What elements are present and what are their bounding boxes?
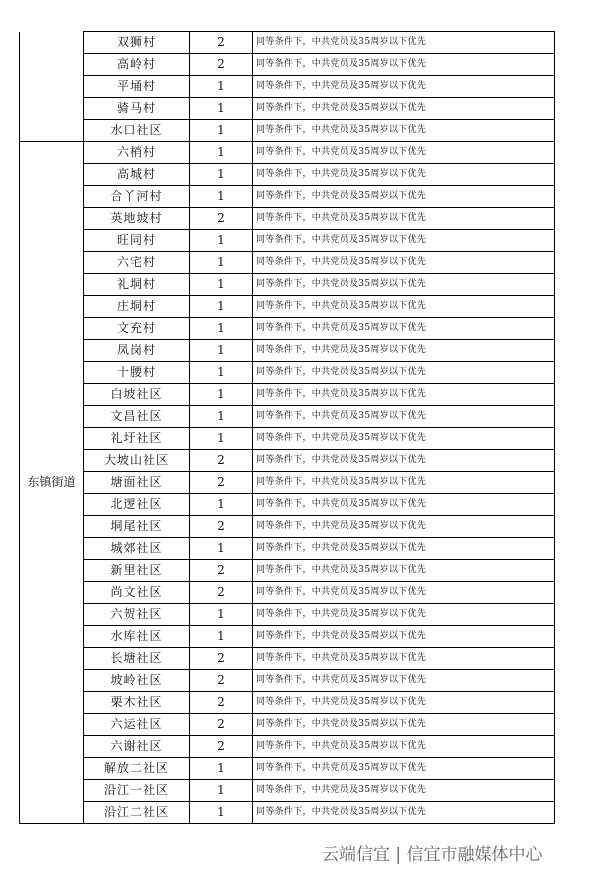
village-cell: 六运社区 (84, 714, 190, 736)
requirement-cell: 同等条件下，中共党员及35周岁以下优先 (253, 32, 555, 54)
village-cell: 水口社区 (84, 120, 190, 142)
region-cell (20, 32, 84, 142)
village-cell: 沿江二社区 (84, 802, 190, 824)
watermark-text: 云端信宜 | 信宜市融媒体中心 (322, 845, 543, 865)
requirement-cell: 同等条件下，中共党员及35周岁以下优先 (253, 340, 555, 362)
village-cell: 垌尾社区 (84, 516, 190, 538)
table-row (20, 98, 555, 120)
table-row (20, 538, 555, 560)
village-cell: 新里社区 (84, 560, 190, 582)
count-cell: 2 (190, 692, 253, 714)
village-cell: 礼垌村 (84, 274, 190, 296)
count-cell: 1 (190, 384, 253, 406)
requirement-cell: 同等条件下，中共党员及35周岁以下优先 (253, 142, 555, 164)
table-row (20, 736, 555, 758)
table-row (20, 582, 555, 604)
count-cell: 1 (190, 274, 253, 296)
count-cell: 1 (190, 296, 253, 318)
table-row (20, 186, 555, 208)
requirement-cell: 同等条件下，中共党员及35周岁以下优先 (253, 736, 555, 758)
table-row (20, 428, 555, 450)
village-cell: 六宅村 (84, 252, 190, 274)
requirement-cell: 同等条件下，中共党员及35周岁以下优先 (253, 252, 555, 274)
requirement-cell: 同等条件下，中共党员及35周岁以下优先 (253, 714, 555, 736)
village-cell: 沿江一社区 (84, 780, 190, 802)
requirement-cell: 同等条件下，中共党员及35周岁以下优先 (253, 450, 555, 472)
count-cell: 1 (190, 76, 253, 98)
requirement-cell: 同等条件下，中共党员及35周岁以下优先 (253, 648, 555, 670)
count-cell: 2 (190, 582, 253, 604)
count-cell: 1 (190, 406, 253, 428)
table-row (20, 32, 555, 54)
count-cell: 1 (190, 604, 253, 626)
table-row (20, 164, 555, 186)
village-cell: 文昌社区 (84, 406, 190, 428)
table-row (20, 472, 555, 494)
table-row (20, 208, 555, 230)
table-row (20, 714, 555, 736)
village-cell: 六谢社区 (84, 736, 190, 758)
count-cell: 2 (190, 450, 253, 472)
requirement-cell: 同等条件下，中共党员及35周岁以下优先 (253, 560, 555, 582)
village-cell: 合丫河村 (84, 186, 190, 208)
village-cell: 解放二社区 (84, 758, 190, 780)
count-cell: 1 (190, 98, 253, 120)
village-cell: 长塘社区 (84, 648, 190, 670)
village-cell: 英地坡村 (84, 208, 190, 230)
village-cell: 礼圩社区 (84, 428, 190, 450)
table-row (20, 318, 555, 340)
count-cell: 1 (190, 230, 253, 252)
count-cell: 1 (190, 120, 253, 142)
village-cell: 城郊社区 (84, 538, 190, 560)
count-cell: 2 (190, 648, 253, 670)
count-cell: 2 (190, 472, 253, 494)
count-cell: 1 (190, 318, 253, 340)
requirement-cell: 同等条件下，中共党员及35周岁以下优先 (253, 472, 555, 494)
count-cell: 1 (190, 538, 253, 560)
count-cell: 1 (190, 758, 253, 780)
count-cell: 1 (190, 142, 253, 164)
requirement-cell: 同等条件下，中共党员及35周岁以下优先 (253, 626, 555, 648)
table-row (20, 648, 555, 670)
positions-table (19, 31, 555, 824)
requirement-cell: 同等条件下，中共党员及35周岁以下优先 (253, 670, 555, 692)
village-cell: 栗木社区 (84, 692, 190, 714)
requirement-cell: 同等条件下，中共党员及35周岁以下优先 (253, 54, 555, 76)
requirement-cell: 同等条件下，中共党员及35周岁以下优先 (253, 362, 555, 384)
table-row (20, 230, 555, 252)
village-cell: 六梢村 (84, 142, 190, 164)
count-cell: 1 (190, 780, 253, 802)
table-row (20, 780, 555, 802)
village-cell: 坡岭社区 (84, 670, 190, 692)
village-cell: 塘面社区 (84, 472, 190, 494)
requirement-cell: 同等条件下，中共党员及35周岁以下优先 (253, 76, 555, 98)
requirement-cell: 同等条件下，中共党员及35周岁以下优先 (253, 494, 555, 516)
requirement-cell: 同等条件下，中共党员及35周岁以下优先 (253, 780, 555, 802)
table-row (20, 406, 555, 428)
village-cell: 十腰村 (84, 362, 190, 384)
village-cell: 凤岗村 (84, 340, 190, 362)
table-body (20, 32, 555, 824)
count-cell: 1 (190, 164, 253, 186)
table-row (20, 340, 555, 362)
table-row (20, 604, 555, 626)
requirement-cell: 同等条件下，中共党员及35周岁以下优先 (253, 538, 555, 560)
requirement-cell: 同等条件下，中共党员及35周岁以下优先 (253, 582, 555, 604)
count-cell: 1 (190, 802, 253, 824)
village-cell: 双狮村 (84, 32, 190, 54)
village-cell: 高城村 (84, 164, 190, 186)
village-cell: 白坡社区 (84, 384, 190, 406)
village-cell: 骑马村 (84, 98, 190, 120)
requirement-cell: 同等条件下，中共党员及35周岁以下优先 (253, 406, 555, 428)
requirement-cell: 同等条件下，中共党员及35周岁以下优先 (253, 230, 555, 252)
table-row (20, 802, 555, 824)
requirement-cell: 同等条件下，中共党员及35周岁以下优先 (253, 428, 555, 450)
requirement-cell: 同等条件下，中共党员及35周岁以下优先 (253, 120, 555, 142)
table-row (20, 560, 555, 582)
requirement-cell: 同等条件下，中共党员及35周岁以下优先 (253, 384, 555, 406)
count-cell: 1 (190, 626, 253, 648)
table-row (20, 758, 555, 780)
count-cell: 1 (190, 186, 253, 208)
count-cell: 2 (190, 560, 253, 582)
count-cell: 2 (190, 516, 253, 538)
village-cell: 六贺社区 (84, 604, 190, 626)
requirement-cell: 同等条件下，中共党员及35周岁以下优先 (253, 186, 555, 208)
table-row (20, 274, 555, 296)
count-cell: 2 (190, 54, 253, 76)
count-cell: 1 (190, 494, 253, 516)
requirement-cell: 同等条件下，中共党员及35周岁以下优先 (253, 98, 555, 120)
requirement-cell: 同等条件下，中共党员及35周岁以下优先 (253, 274, 555, 296)
requirement-cell: 同等条件下，中共党员及35周岁以下优先 (253, 516, 555, 538)
requirement-cell: 同等条件下，中共党员及35周岁以下优先 (253, 318, 555, 340)
village-cell: 尚文社区 (84, 582, 190, 604)
village-cell: 旺同村 (84, 230, 190, 252)
table-row (20, 76, 555, 98)
count-cell: 1 (190, 252, 253, 274)
region-cell: 东镇街道 (20, 142, 84, 824)
village-cell: 庄垌村 (84, 296, 190, 318)
village-cell: 水库社区 (84, 626, 190, 648)
table-row (20, 692, 555, 714)
table-row (20, 384, 555, 406)
table-row (20, 252, 555, 274)
count-cell: 2 (190, 670, 253, 692)
table-row (20, 494, 555, 516)
requirement-cell: 同等条件下，中共党员及35周岁以下优先 (253, 164, 555, 186)
village-cell: 平埇村 (84, 76, 190, 98)
table-row (20, 626, 555, 648)
requirement-cell: 同等条件下，中共党员及35周岁以下优先 (253, 296, 555, 318)
village-cell: 大坡山社区 (84, 450, 190, 472)
table-row (20, 54, 555, 76)
requirement-cell: 同等条件下，中共党员及35周岁以下优先 (253, 208, 555, 230)
count-cell: 1 (190, 362, 253, 384)
table-row (20, 142, 555, 164)
requirement-cell: 同等条件下，中共党员及35周岁以下优先 (253, 802, 555, 824)
count-cell: 2 (190, 736, 253, 758)
count-cell: 2 (190, 208, 253, 230)
table-row (20, 516, 555, 538)
table-row (20, 450, 555, 472)
count-cell: 2 (190, 32, 253, 54)
table-row (20, 120, 555, 142)
table-row (20, 296, 555, 318)
village-cell: 高岭村 (84, 54, 190, 76)
village-cell: 北逻社区 (84, 494, 190, 516)
count-cell: 1 (190, 340, 253, 362)
requirement-cell: 同等条件下，中共党员及35周岁以下优先 (253, 758, 555, 780)
table-row (20, 670, 555, 692)
count-cell: 2 (190, 714, 253, 736)
count-cell: 1 (190, 428, 253, 450)
table-row (20, 362, 555, 384)
requirement-cell: 同等条件下，中共党员及35周岁以下优先 (253, 692, 555, 714)
requirement-cell: 同等条件下，中共党员及35周岁以下优先 (253, 604, 555, 626)
village-cell: 文充村 (84, 318, 190, 340)
